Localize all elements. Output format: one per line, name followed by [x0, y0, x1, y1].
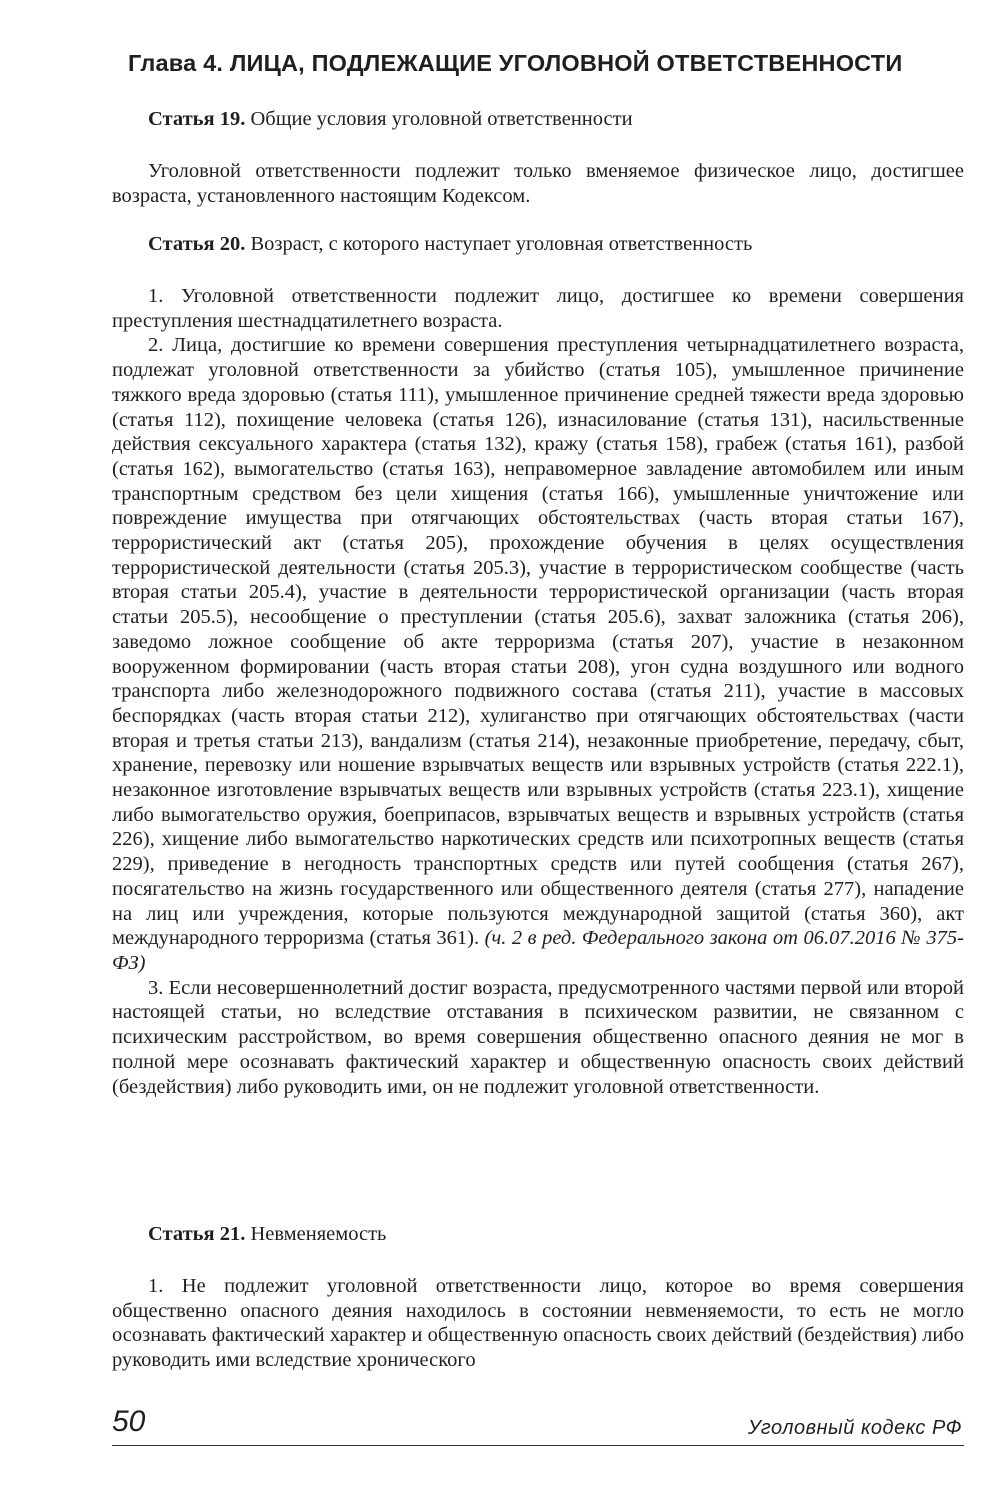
article-19-text: Уголовной ответственности подлежит только вменяемое физическое лицо, достигшее возраста, установленного настоящим Кодексом. [112, 160, 964, 207]
article-21-title: Невменяемость [250, 1223, 387, 1245]
article-20-paragraph-2-text: 2. Лица, достигшие ко времени совершения преступления четырнадцатилетнего возраста, подлежат уголовной ответственности за убийство (статья 105), умышленное причинение тяжкого вреда здоровью (статья 111), умышленное причинение средней тяжести вреда здоровью (статья 112), похищение человека (статья 126), изнасилование (статья 131), насильственные действия сексуального характера (статья 132), кражу (статья 158), грабеж (статья 161), разбой (статья 162), вымогательство (статья 163), неправомерное завладение автомобилем или иным транспортным средством без цели хищения (статья 166), умышленные уничтожение или повреждение имущества при отягчающих обстоятельствах (часть вторая статьи 167), террористический акт (статья 205), прохождение обучения в целях осуществления террористической деятельности (статья 205.3), участие в террористическом сообществе (часть вторая статьи 205.4), участие в деятельности террористической организации (часть вторая статьи 205.5), несообщение о преступлении (статья 205.6), захват заложника (статья 206), заведомо ложное сообщение об акте терроризма (статья 207), участие в незаконном вооруженном формировании (часть вторая статьи 208), угон судна воздушного или водного транспорта либо железнодорожного подвижного состава (статья 211), участие в массовых беспорядках (часть вторая статьи 212), хулиганство при отягчающих обстоятельствах (части вторая и третья статьи 213), вандализм (статья 214), незаконные приобретение, передачу, сбыт, хранение, перевозку или ношение взрывчатых веществ или взрывных устройств (статья 222.1), незаконное изготовление взрывчатых веществ или взрывных устройств (статья 223.1), хищение либо вымогательство оружия, боеприпасов, взрывчатых веществ и взрывных устройств (статья 226), хищение либо вымогательство наркотических средств или психотропных веществ (статья 229), приведение в негодность транспортных средств или путей сообщения (статья 267), посягательство на жизнь государственного или общественного деятеля (статья 277), нападение на лиц или учреждения, которые пользуются международной защитой (статья 360), акт международного терроризма (статья 361). [112, 334, 964, 950]
article-20-body [112, 284, 964, 1099]
article-19-title: Общие условия уголовной ответственности [250, 108, 633, 130]
article-21-body [112, 1274, 964, 1373]
chapter-title: Глава 4. ЛИЦА, ПОДЛЕЖАЩИЕ УГОЛОВНОЙ ОТВЕТСТВЕННОСТИ [128, 50, 903, 76]
footer-rule [112, 1445, 964, 1446]
article-20-paragraph-1: 1. Уголовной ответственности подлежит лицо, достигшее ко времени совершения преступления шестнадцатилетнего возраста. [112, 285, 964, 332]
article-20-paragraph-2 [112, 333, 964, 975]
page-number: 50 [112, 1405, 146, 1438]
article-20-number: Статья 20. [148, 233, 246, 255]
article-21-paragraph-1: 1. Не подлежит уголовной ответственности лицо, которое во время совершения общественно опасного деяния находилось в состоянии невменяемости, то есть не могло осознавать фактический характер и общественную опасность своих действий (бездействия) либо руководить ими вследствие хронического [112, 1275, 964, 1372]
article-20-paragraph-3: 3. Если несовершеннолетний достиг возраста, предусмотренного частями первой или второй настоящей статьи, но вследствие отставания в психическом развитии, не связанном с психическим расстройством, во время совершения общественно опасного деяния не мог в полной мере осознавать фактический характер и общественную опасность своих действий (бездействия) либо руководить ими, он не подлежит уголовной ответственности. [112, 976, 964, 1098]
amendment-note: (ч. 2 в ред. Федерального закона от 06.07.2016 № 375-ФЗ) [112, 927, 964, 974]
running-footer-title: Уголовный кодекс РФ [748, 1417, 962, 1439]
article-21-number: Статья 21. [148, 1223, 246, 1245]
article-19-body [112, 159, 964, 208]
article-20-heading [148, 232, 752, 257]
article-19-number: Статья 19. [148, 108, 246, 130]
article-21-heading [148, 1222, 386, 1247]
article-19-heading [148, 107, 633, 132]
article-20-title: Возраст, с которого наступает уголовная ответственность [250, 233, 753, 255]
